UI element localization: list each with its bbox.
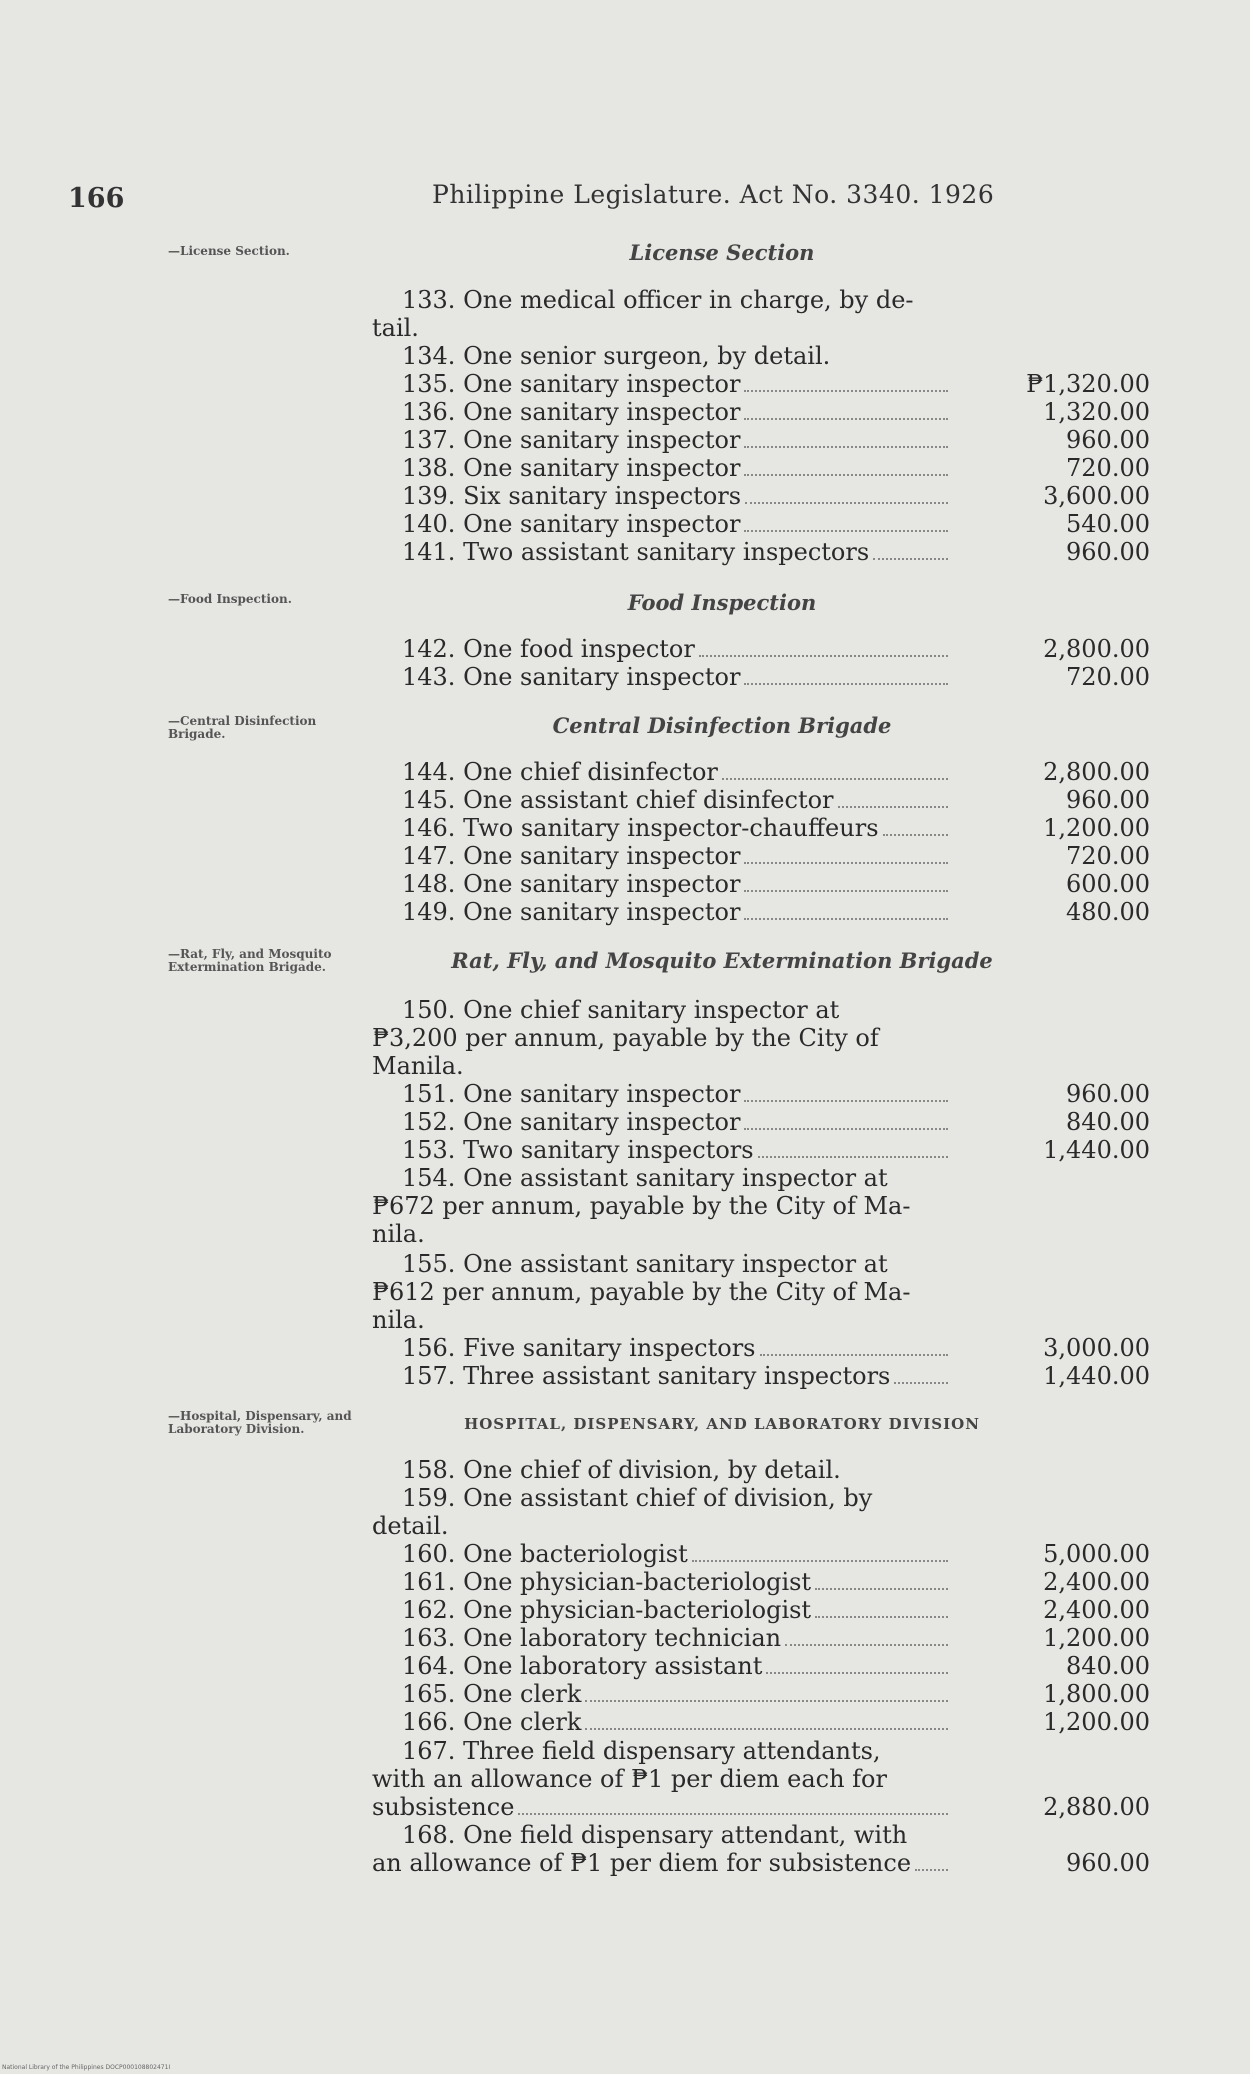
dot-leader: [758, 1138, 948, 1158]
entry-line: [372, 538, 952, 566]
entry-line: [372, 1136, 952, 1164]
dot-leader: [745, 484, 948, 504]
page-number: 166: [68, 183, 125, 214]
entry-text: 139. Six sanitary inspectors: [402, 482, 742, 510]
entry-amount: 1,800.00: [1043, 1680, 1150, 1708]
entry-line: [372, 898, 952, 926]
dot-leader: [744, 1110, 948, 1130]
dot-leader: [744, 456, 948, 476]
dot-leader: [838, 788, 948, 808]
entry-text: 158. One chief of division, by detail.: [402, 1456, 841, 1484]
entry-text: 144. One chief disinfector: [402, 758, 718, 786]
entry-line: [372, 758, 952, 786]
entry-line: [372, 635, 952, 663]
dot-leader: [744, 400, 948, 420]
running-header: Philippine Legislature. Act No. 3340. 1926: [432, 180, 995, 209]
entry-text: 156. Five sanitary inspectors: [402, 1334, 756, 1362]
entry-line: [372, 1080, 952, 1108]
entry-amount: 960.00: [1066, 786, 1150, 814]
entry-amount: 960.00: [1066, 1849, 1150, 1877]
entry-amount: 1,200.00: [1043, 1624, 1150, 1652]
entry-amount: 480.00: [1066, 898, 1150, 926]
entry-line: [372, 842, 952, 870]
entry-amount: 1,200.00: [1043, 1708, 1150, 1736]
entry-text: 141. Two assistant sanitary inspectors: [402, 538, 870, 566]
margin-note-disinfection: —Central Disinfection Brigade.: [168, 714, 317, 741]
entry-text: 161. One physician-bacteriologist: [402, 1568, 812, 1596]
entry-amount: 5,000.00: [1043, 1540, 1150, 1568]
margin-note-license: —License Section.: [168, 244, 290, 258]
heading-extermination-brigade: Rat, Fly, and Mosquito Extermination Brigade: [451, 948, 993, 973]
entry-line: [372, 663, 952, 691]
dot-leader: [744, 872, 948, 892]
dot-leader: [585, 1710, 948, 1730]
entry-amount: 720.00: [1066, 842, 1150, 870]
dot-leader: [744, 665, 948, 685]
heading-hospital-division: HOSPITAL, DISPENSARY, AND LABORATORY DIVISION: [464, 1415, 980, 1433]
entry-text: 160. One bacteriologist: [402, 1540, 688, 1568]
entry-amount: 840.00: [1066, 1652, 1150, 1680]
entry-text: Manila.: [372, 1052, 464, 1080]
entry-text: 133. One medical officer in charge, by de-: [402, 286, 914, 314]
entry-line: [372, 1250, 952, 1278]
entry-amount: 2,880.00: [1043, 1793, 1150, 1821]
entry-text: 155. One assistant sanitary inspector at: [402, 1250, 888, 1278]
entry-text: ₱612 per annum, payable by the City of Ma-: [372, 1278, 911, 1306]
entry-text: 163. One laboratory technician: [402, 1624, 782, 1652]
entry-line: [372, 786, 952, 814]
dot-leader: [699, 637, 948, 657]
entry-line: [372, 510, 952, 538]
entry-amount: 600.00: [1066, 870, 1150, 898]
entry-line: [372, 1278, 952, 1306]
entry-text: 168. One field dispensary attendant, with: [402, 1821, 908, 1849]
entry-line: [372, 870, 952, 898]
margin-note-extermination: —Rat, Fly, and Mosquito Extermination Brigade.: [168, 947, 332, 974]
entry-text: 145. One assistant chief disinfector: [402, 786, 834, 814]
entry-line: [372, 1540, 952, 1568]
entry-line: [372, 1456, 952, 1484]
dot-leader: [744, 512, 948, 532]
entry-text: subsistence: [372, 1793, 515, 1821]
heading-food-inspection: Food Inspection: [627, 590, 817, 615]
entry-line: [372, 1334, 952, 1362]
entry-line: [372, 1624, 952, 1652]
dot-leader: [883, 816, 948, 836]
entry-text: 153. Two sanitary inspectors: [402, 1136, 754, 1164]
entry-line: [372, 342, 952, 370]
dot-leader: [873, 540, 948, 560]
dot-leader: [585, 1682, 948, 1702]
entry-text: 166. One clerk: [402, 1708, 582, 1736]
entry-text: 152. One sanitary inspector: [402, 1108, 741, 1136]
entry-line: [372, 482, 952, 510]
entry-line: [372, 1306, 952, 1334]
entry-line: [372, 370, 952, 398]
entry-line: [372, 1484, 952, 1512]
entry-text: 157. Three assistant sanitary inspectors: [402, 1362, 891, 1390]
heading-license-section: License Section: [629, 240, 815, 265]
entry-amount: 3,000.00: [1043, 1334, 1150, 1362]
entry-line: [372, 996, 952, 1024]
entry-text: an allowance of ₱1 per diem for subsistence: [372, 1849, 912, 1877]
dot-leader: [744, 1082, 948, 1102]
entry-amount: 1,200.00: [1043, 814, 1150, 842]
entry-text: 154. One assistant sanitary inspector at: [402, 1164, 888, 1192]
entry-line: [372, 426, 952, 454]
entry-text: ₱3,200 per annum, payable by the City of: [372, 1024, 879, 1052]
dot-leader: [766, 1654, 948, 1674]
entry-line: [372, 814, 952, 842]
entry-text: 150. One chief sanitary inspector at: [402, 996, 840, 1024]
dot-leader: [722, 760, 948, 780]
entry-amount: 960.00: [1066, 426, 1150, 454]
entry-text: 134. One senior surgeon, by detail.: [402, 342, 831, 370]
entry-amount: 1,440.00: [1043, 1136, 1150, 1164]
entry-amount: 2,800.00: [1043, 758, 1150, 786]
dot-leader: [815, 1570, 948, 1590]
entry-amount: 1,440.00: [1043, 1362, 1150, 1390]
entry-text: nila.: [372, 1306, 425, 1334]
entry-text: 151. One sanitary inspector: [402, 1080, 741, 1108]
entry-amount: 720.00: [1066, 454, 1150, 482]
footer-credit: National Library of the Philippines DOCP000108802471I: [2, 2064, 171, 2071]
margin-note-hospital: —Hospital, Dispensary, and Laboratory Division.: [168, 1409, 352, 1436]
entry-text: 148. One sanitary inspector: [402, 870, 741, 898]
entry-amount: 2,400.00: [1043, 1568, 1150, 1596]
entry-text: 136. One sanitary inspector: [402, 398, 741, 426]
entry-line: [372, 1052, 952, 1080]
entry-text: 147. One sanitary inspector: [402, 842, 741, 870]
entry-text: 138. One sanitary inspector: [402, 454, 741, 482]
entry-line: [372, 1708, 952, 1736]
dot-leader: [815, 1598, 948, 1618]
entry-line: [372, 1108, 952, 1136]
entry-line: [372, 1652, 952, 1680]
entry-amount: 960.00: [1066, 1080, 1150, 1108]
dot-leader: [692, 1542, 948, 1562]
entry-text: nila.: [372, 1220, 425, 1248]
entry-line: [372, 1821, 952, 1849]
entry-line: [372, 1164, 952, 1192]
entry-text: 159. One assistant chief of division, by: [402, 1484, 873, 1512]
entry-line: [372, 1793, 952, 1821]
entry-text: 143. One sanitary inspector: [402, 663, 741, 691]
entry-text: 140. One sanitary inspector: [402, 510, 741, 538]
entry-amount: 2,800.00: [1043, 635, 1150, 663]
entry-line: [372, 1737, 952, 1765]
entry-amount: 2,400.00: [1043, 1596, 1150, 1624]
entry-amount: 960.00: [1066, 538, 1150, 566]
entry-line: [372, 398, 952, 426]
entry-line: [372, 314, 952, 342]
entry-amount: ₱1,320.00: [1026, 370, 1150, 398]
entry-line: [372, 286, 952, 314]
entry-text: with an allowance of ₱1 per diem each for: [372, 1765, 887, 1793]
entry-text: 162. One physician-bacteriologist: [402, 1596, 812, 1624]
dot-leader: [518, 1795, 948, 1815]
entry-text: 146. Two sanitary inspector-chauffeurs: [402, 814, 879, 842]
dot-leader: [744, 900, 948, 920]
entry-line: [372, 1849, 952, 1877]
entry-amount: 840.00: [1066, 1108, 1150, 1136]
entry-line: [372, 1765, 952, 1793]
entry-text: 167. Three field dispensary attendants,: [402, 1737, 881, 1765]
entry-line: [372, 1220, 952, 1248]
dot-leader: [760, 1336, 948, 1356]
entry-line: [372, 1362, 952, 1390]
entry-text: 142. One food inspector: [402, 635, 695, 663]
dot-leader: [744, 428, 948, 448]
dot-leader: [894, 1364, 948, 1384]
entry-line: [372, 454, 952, 482]
entry-text: tail.: [372, 314, 419, 342]
entry-text: 164. One laboratory assistant: [402, 1652, 763, 1680]
entry-amount: 3,600.00: [1043, 482, 1150, 510]
entry-line: [372, 1512, 952, 1540]
entry-line: [372, 1596, 952, 1624]
entry-line: [372, 1192, 952, 1220]
dot-leader: [744, 844, 948, 864]
entry-text: ₱672 per annum, payable by the City of Ma-: [372, 1192, 911, 1220]
entry-text: detail.: [372, 1512, 449, 1540]
entry-amount: 720.00: [1066, 663, 1150, 691]
entry-text: 149. One sanitary inspector: [402, 898, 741, 926]
entry-line: [372, 1568, 952, 1596]
entry-amount: 1,320.00: [1043, 398, 1150, 426]
dot-leader: [915, 1851, 948, 1871]
dot-leader: [744, 372, 948, 392]
entry-amount: 540.00: [1066, 510, 1150, 538]
dot-leader: [785, 1626, 948, 1646]
entry-line: [372, 1680, 952, 1708]
entry-text: 135. One sanitary inspector: [402, 370, 741, 398]
heading-disinfection-brigade: Central Disinfection Brigade: [552, 713, 892, 738]
margin-note-food: —Food Inspection.: [168, 592, 292, 606]
entry-line: [372, 1024, 952, 1052]
entry-text: 165. One clerk: [402, 1680, 582, 1708]
entry-text: 137. One sanitary inspector: [402, 426, 741, 454]
